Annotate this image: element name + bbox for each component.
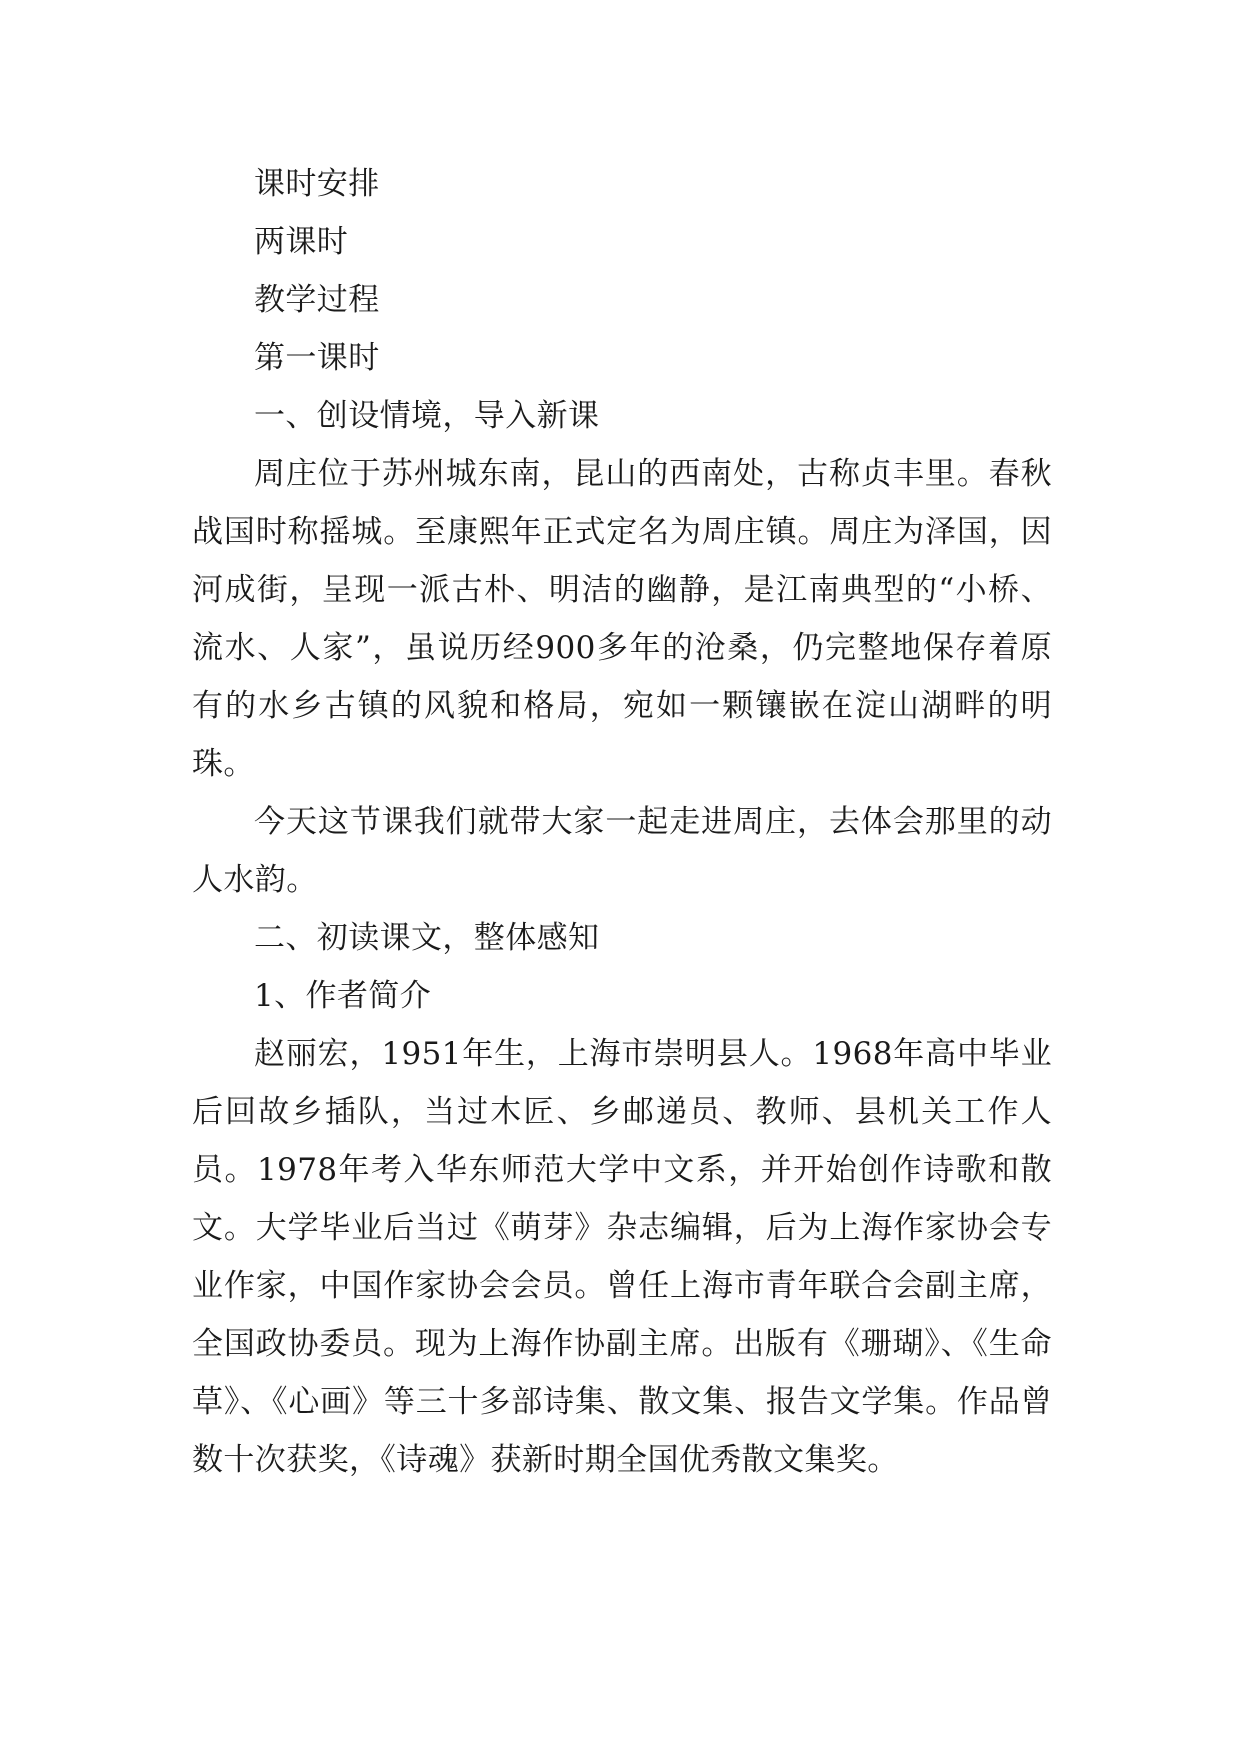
section-heading-1: 一、创设情境，导入新课	[254, 398, 600, 434]
document-body	[192, 155, 1052, 1489]
subsection-heading-author: 1、作者简介	[254, 978, 432, 1014]
paragraph-lesson-lead: 今天这节课我们就带大家一起走进周庄，去体会那里的动人水韵。	[192, 804, 1052, 898]
heading-first-period: 第一课时	[254, 340, 380, 376]
paragraph-zhouzhuang-intro: 周庄位于苏州城东南，昆山的西南处，古称贞丰里。春秋战国时称摇城。至康熙年正式定名为周庄镇。周庄为泽国，因河成街，呈现一派古朴、明洁的幽静，是江南典型的“小桥、流水、人家”，虽说历经900多年的沧桑，仍完整地保存着原有的水乡古镇的风貌和格局，宛如一颗镶嵌在淀山湖畔的明珠。	[192, 456, 1052, 782]
heading-process: 教学过程	[254, 282, 380, 318]
heading-schedule: 课时安排	[254, 166, 380, 202]
section-heading-2: 二、初读课文，整体感知	[254, 920, 600, 956]
heading-periods: 两课时	[254, 224, 349, 260]
paragraph-author-bio: 赵丽宏，1951年生，上海市崇明县人。1968年高中毕业后回故乡插队，当过木匠、乡邮递员、教师、县机关工作人员。1978年考入华东师范大学中文系，并开始创作诗歌和散文。大学毕业后当过《萌芽》杂志编辑，后为上海作家协会专业作家，中国作家协会会员。曾任上海市青年联合会副主席，全国政协委员。现为上海作协副主席。出版有《珊瑚》、《生命草》、《心画》等三十多部诗集、散文集、报告文学集。作品曾数十次获奖，《诗魂》获新时期全国优秀散文集奖。	[192, 1036, 1052, 1478]
